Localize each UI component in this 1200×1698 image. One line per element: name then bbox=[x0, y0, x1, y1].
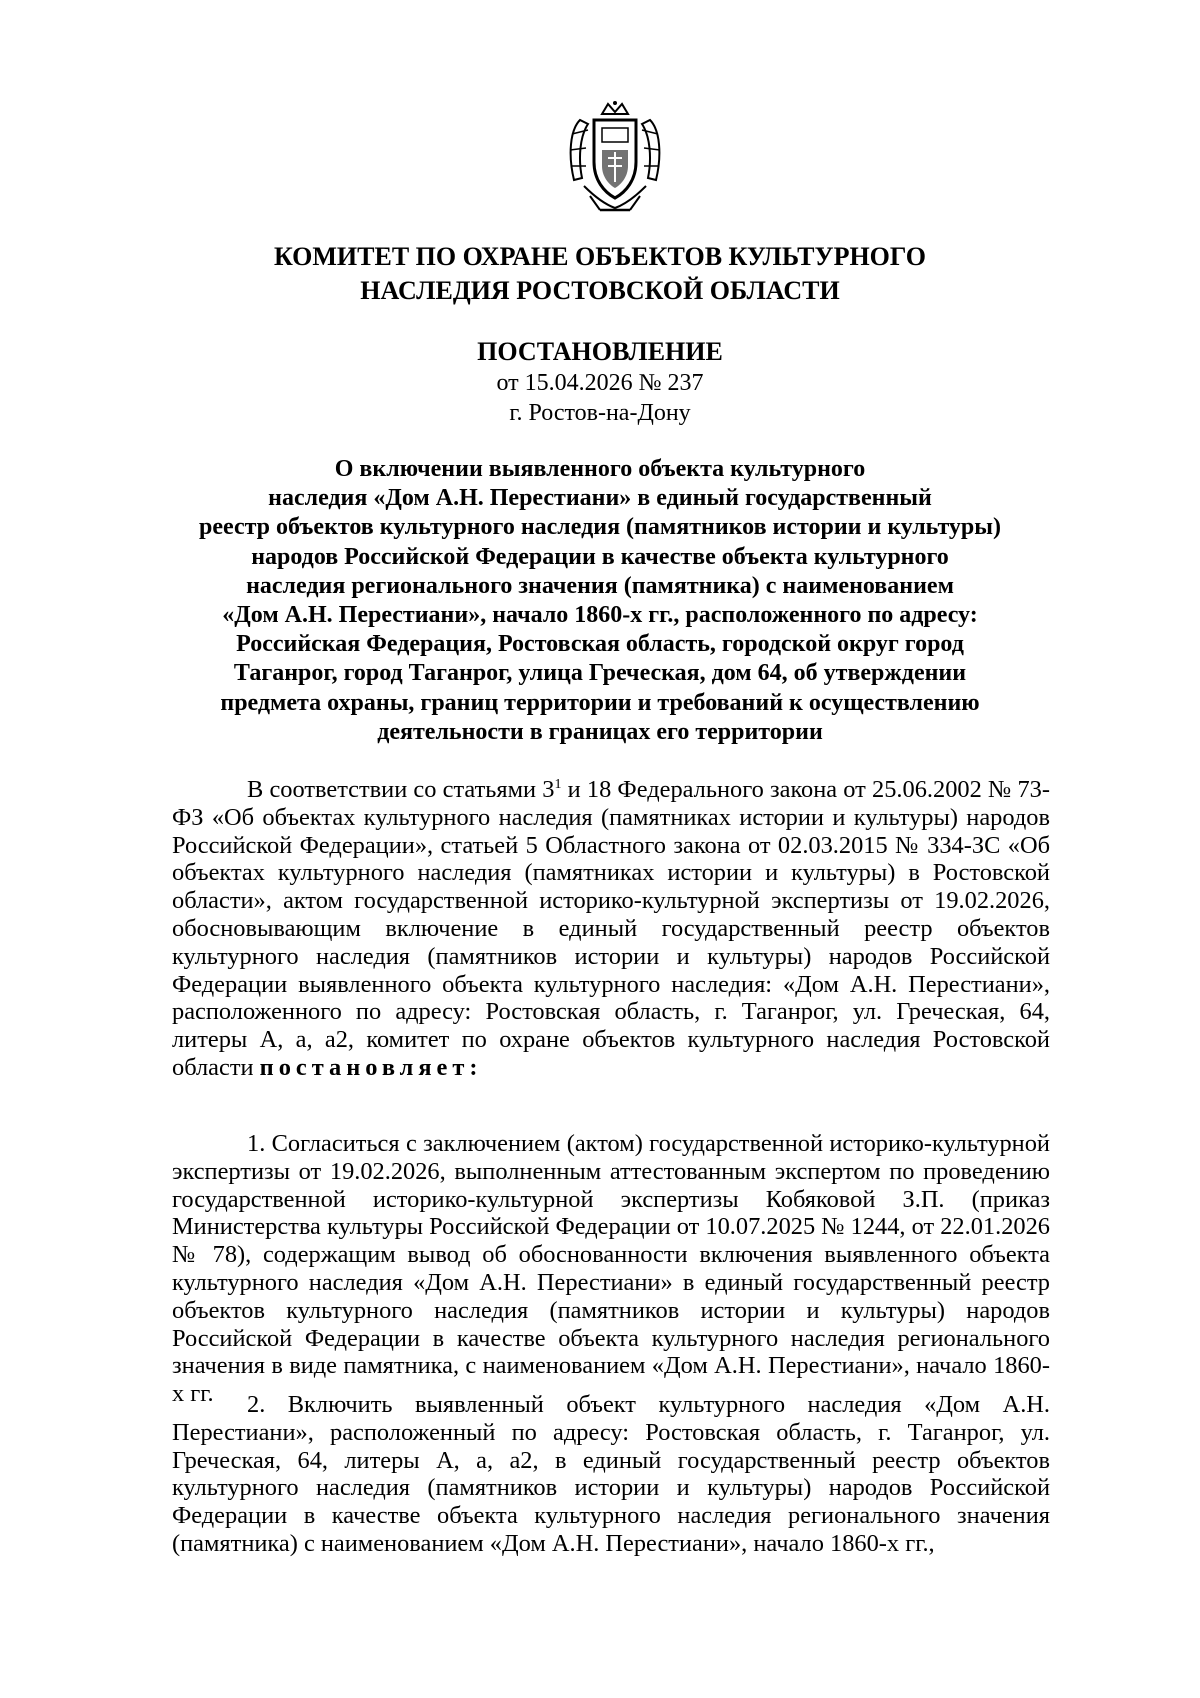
subject-line: предмета охраны, границ территории и требований к осуществлению bbox=[220, 689, 980, 716]
preamble-text-start: В соответствии со статьями 3 bbox=[247, 776, 555, 803]
committee-name-line-1: КОМИТЕТ ПО ОХРАНЕ ОБЪЕКТОВ КУЛЬТУРНОГО bbox=[273, 242, 927, 271]
preamble-text-rest: и 18 Федерального закона от 25.06.2002 № 73-ФЗ «Об объектах культурного наследия (памятниках истории и культуры) народов Российской Федерации», статьей 5 Областного закона от 02.03.2015 № 334-ЗС «Об объектах культурного наследия (памятниках истории и культуры) в Ростовской области», актом государственной историко-культурной экспертизы от 19.02.2026, обосновывающим включение в единый государственный реестр объектов культурного наследия (памятников истории и культуры) народов Российской Федерации выявленного объекта культурного наследия: «Дом А.Н. Перестиани», расположенного по адресу: Ростовская область, г. Таганрог, ул. Греческая, 64, литеры А, а, а2, комитет по охране объектов культурного наследия Ростовской области bbox=[172, 776, 1050, 1081]
decree-date-number: от 15.04.2026 № 237 bbox=[496, 370, 704, 396]
resolves-word: постановляет: bbox=[259, 1053, 483, 1081]
decree-meta bbox=[200, 368, 1000, 428]
subject-line: наследия «Дом А.Н. Перестиани» в единый государственный bbox=[268, 485, 932, 512]
subject-line: реестр объектов культурного наследия (памятников истории и культуры) bbox=[199, 514, 1001, 541]
decree-subject bbox=[160, 455, 1040, 747]
preamble-text bbox=[172, 776, 1050, 1082]
subject-line: О включении выявленного объекта культурного bbox=[334, 456, 866, 482]
committee-name bbox=[200, 240, 1000, 308]
decree-city: г. Ростов-на-Дону bbox=[509, 400, 691, 426]
subject-line: Российская Федерация, Ростовская область, городской округ город bbox=[236, 631, 964, 658]
item-2-text: 2. Включить выявленный объект культурного наследия «Дом А.Н. Перестиани», расположенный по адресу: Ростовская область, г. Таганрог, ул. Греческая, 64, литеры А, а, а2, в единый государственный реестр объектов культурного наследия (памятников истории и культуры) народов Российской Федерации в качестве объекта культурного наследия регионального значения (памятника) с наименованием «Дом А.Н. Перестиани», начало 1860-х гг., bbox=[172, 1391, 1050, 1557]
subject-line: Таганрог, город Таганрог, улица Греческая, дом 64, об утверждении bbox=[233, 660, 967, 687]
document-type-title: ПОСТАНОВЛЕНИЕ bbox=[477, 337, 723, 366]
subject-line: «Дом А.Н. Перестиани», начало 1860-х гг., расположенного по адресу: bbox=[222, 602, 978, 629]
article-superscript: 1 bbox=[554, 776, 562, 792]
subject-line: народов Российской Федерации в качестве объекта культурного bbox=[251, 543, 949, 570]
subject-line: деятельности в границах его территории bbox=[377, 718, 823, 745]
item-1-paragraph bbox=[172, 1130, 1050, 1408]
committee-name-line-2: НАСЛЕДИЯ РОСТОВСКОЙ ОБЛАСТИ bbox=[360, 276, 840, 305]
item-1-text: 1. Согласиться с заключением (актом) государственной историко-культурной экспертизы от 19.02.2026, выполненным аттестованным экспертом по проведению государственной историко-культурной экспертизы Кобяковой З.П. (приказ Министерства культуры Российской Федерации от 10.07.2025 № 1244, от 22.01.2026 № 78), содержащим вывод об обоснованности включения выявленного объекта культурного наследия «Дом А.Н. Перестиани» в единый государственный реестр объектов культурного наследия (памятников истории и культуры) народов Российской Федерации в качестве объекта культурного наследия регионального значения в виде памятника, с наименованием «Дом А.Н. Перестиани», начало 1860-х гг. bbox=[172, 1130, 1050, 1408]
subject-line: наследия регионального значения (памятника) с наименованием bbox=[246, 572, 954, 599]
item-2-paragraph bbox=[172, 1391, 1050, 1558]
preamble-paragraph bbox=[172, 776, 1050, 1082]
coat-of-arms-emblem bbox=[560, 100, 670, 215]
